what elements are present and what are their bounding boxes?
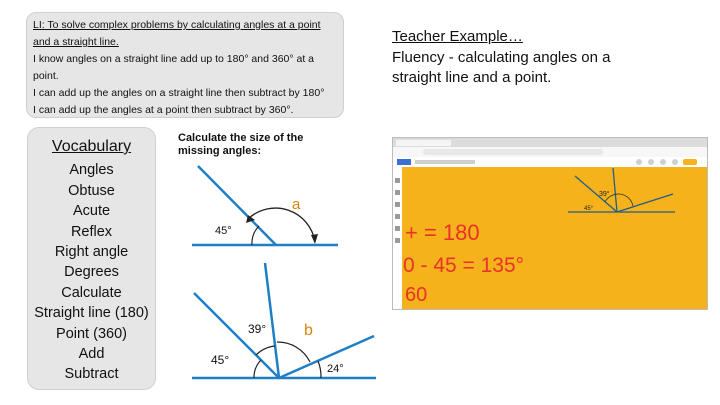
handwriting-line2: 0 - 45 = 135° xyxy=(403,254,525,277)
diagram2-arc-39 xyxy=(256,346,275,355)
eraser-tool-icon[interactable] xyxy=(395,214,400,219)
vocabulary-item: Subtract xyxy=(64,366,119,383)
text-tool-icon[interactable] xyxy=(395,202,400,207)
objective-title-line2: and a straight line. xyxy=(33,36,119,48)
image-tool-icon[interactable] xyxy=(395,238,400,243)
objective-line: I can add up the angles at a point then subtract by 360°. xyxy=(33,104,294,116)
objective-title-line1: LI: To solve complex problems by calculating angles at a point xyxy=(33,19,321,31)
vocabulary-item: Acute xyxy=(72,203,111,220)
share-button[interactable] xyxy=(683,159,697,165)
app-logo xyxy=(397,159,411,165)
vocabulary-item: Degrees xyxy=(64,264,119,281)
browser-tab xyxy=(396,140,451,146)
diagram2-unknown-b: b xyxy=(304,322,313,339)
board-title-bar xyxy=(415,160,475,164)
toolbar-icon[interactable] xyxy=(660,159,666,165)
teacher-example-text xyxy=(392,27,692,89)
exercise-title-line2: missing angles: xyxy=(178,145,262,157)
exercise-title-line1: Calculate the size of the xyxy=(178,132,304,144)
diagram1-angle-45: 45° xyxy=(215,225,232,237)
vocabulary-title: Vocabulary xyxy=(51,138,132,155)
toolbar-icon[interactable] xyxy=(648,159,654,165)
vocabulary-item: Angles xyxy=(69,162,114,179)
vocabulary-item: Right angle xyxy=(54,244,129,261)
select-tool-icon[interactable] xyxy=(395,226,400,231)
pen-tool-icon[interactable] xyxy=(395,178,400,183)
exercise-title xyxy=(178,132,338,158)
diagram2-arc-b xyxy=(277,342,310,362)
teacher-line: Fluency - calculating angles on a xyxy=(392,48,611,66)
toolbar-icon[interactable] xyxy=(636,159,642,165)
board-angle-39: 39° xyxy=(599,191,610,198)
vocabulary-item: Calculate xyxy=(61,284,122,301)
handwriting-line3: 60 xyxy=(405,284,428,306)
diagram2-angle-24: 24° xyxy=(327,363,344,375)
objective-line: point. xyxy=(33,70,59,82)
vocabulary-item: Point (360) xyxy=(56,325,127,342)
objective-line: I can add up the angles on a straight line then subtract by 180° xyxy=(33,87,325,99)
handwriting-line1: + = 180 xyxy=(405,220,480,245)
vocabulary-box xyxy=(27,127,156,390)
learning-objective-box xyxy=(26,12,344,118)
address-field[interactable] xyxy=(423,149,603,155)
diagram1-slanted-line xyxy=(198,166,276,245)
vocabulary-item: Reflex xyxy=(70,223,113,240)
angle-diagram-straight-line xyxy=(186,160,346,255)
diagram2-angle-39: 39° xyxy=(248,322,267,336)
angle-diagram-three-angles xyxy=(186,258,381,386)
teacher-example-video[interactable] xyxy=(392,137,708,310)
toolbar-icon[interactable] xyxy=(672,159,678,165)
diagram2-angle-45: 45° xyxy=(211,353,230,367)
diagram2-arc-45 xyxy=(254,360,261,378)
diagram1-unknown-a: a xyxy=(292,196,301,213)
diagram2-arc-24 xyxy=(318,361,321,378)
diagram1-arc-45 xyxy=(252,226,259,245)
board-angle-45: 45° xyxy=(584,206,594,212)
vocabulary-item: Obtuse xyxy=(68,182,115,199)
diagram2-ray-left xyxy=(194,293,279,378)
teacher-heading: Teacher Example… xyxy=(392,28,523,45)
diagram1-arc-a xyxy=(248,208,315,242)
diagram2-ray-mid xyxy=(265,263,279,378)
teacher-line: straight line and a point. xyxy=(392,69,552,86)
objective-line: I know angles on a straight line add up to 180° and 360° at a xyxy=(33,53,315,65)
shape-tool-icon[interactable] xyxy=(395,190,400,195)
arrowhead-icon xyxy=(311,234,318,244)
vocabulary-item: Straight line (180) xyxy=(34,305,149,322)
video-frame xyxy=(393,138,707,309)
vocabulary-item: Add xyxy=(78,346,105,363)
